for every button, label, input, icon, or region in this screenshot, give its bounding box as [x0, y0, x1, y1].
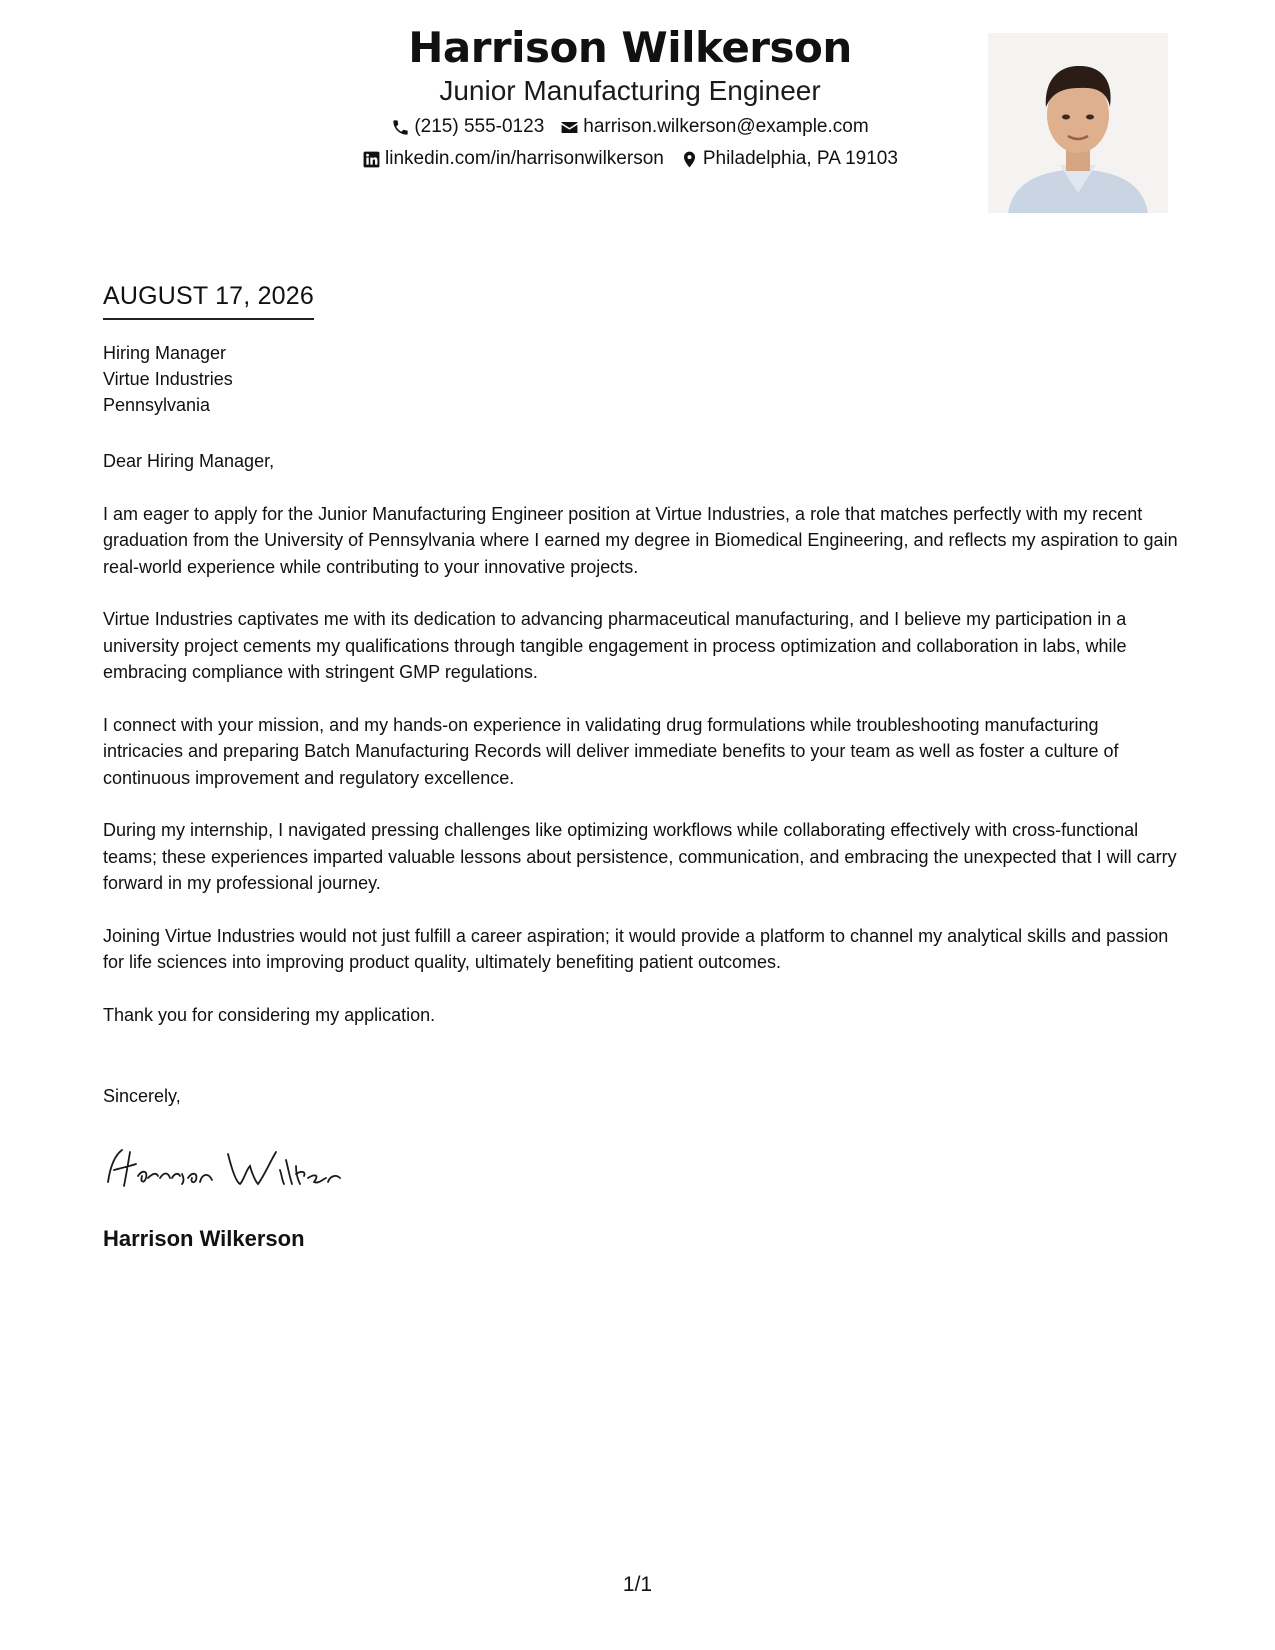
paragraph-1: I am eager to apply for the Junior Manufacturing Engineer position at Virtue Industries, a role that matches perfectly with my recent graduation from the University of Pennsylvania where I earned my degree in Biomedical Engineering, and reflects my aspiration to gain real-world experience while contributing to your innovative projects. [103, 503, 1178, 577]
handwritten-signature [100, 1140, 370, 1200]
phone-number: (215) 555-0123 [414, 116, 545, 137]
location-text: Philadelphia, PA 19103 [702, 148, 898, 169]
profile-photo [988, 33, 1168, 213]
phone-icon [391, 118, 410, 137]
letter-body [103, 448, 1178, 1054]
closing: Sincerely, [103, 1086, 181, 1106]
letter-header [0, 22, 1275, 222]
map-pin-icon [680, 150, 699, 169]
recipient-block [103, 340, 233, 418]
letter-date: AUGUST 17, 2026 [103, 280, 314, 320]
contact-line-primary [260, 115, 1000, 139]
signer-name: Harrison Wilkerson [103, 1226, 305, 1251]
contact-line-secondary [260, 147, 1000, 171]
phone-contact[interactable] [391, 115, 544, 139]
recipient-company: Virtue Industries [103, 369, 233, 389]
linkedin-contact[interactable] [362, 147, 664, 171]
location-contact [680, 147, 898, 171]
email-address: harrison.wilkerson@example.com [583, 116, 869, 137]
job-title: Junior Manufacturing Engineer [439, 75, 821, 106]
paragraph-4: During my internship, I navigated pressing challenges like optimizing workflows while collaborating effectively with cross-functional teams; these experiences imparted valuable lessons about persistence, communication, and embracing the unexpected that I will carry forward in my professional journey. [103, 820, 1177, 893]
paragraph-3: I connect with your mission, and my hands-on experience in validating drug formulations while troubleshooting manufacturing intricacies and preparing Batch Manufacturing Records will deliver immediate benefits to your team as well as foster a culture of continuous improvement and regulatory excellence. [103, 714, 1119, 788]
page-number: 1/1 [622, 1573, 653, 1596]
salutation: Dear Hiring Manager, [103, 451, 275, 471]
paragraph-5: Joining Virtue Industries would not just fulfill a career aspiration; it would provide a platform to channel my analytical skills and passion for life sciences into improving product quality, ultimately benefiting patient outcomes. [103, 925, 1169, 972]
linkedin-url: linkedin.com/in/harrisonwilkerson [385, 148, 664, 169]
header-text-block [260, 22, 1000, 171]
linkedin-icon [362, 150, 381, 169]
applicant-name: Harrison Wilkerson [408, 23, 852, 72]
paragraph-2: Virtue Industries captivates me with its dedication to advancing pharmaceutical manufacturing, and I believe my participation in a university project cements my qualifications through tangible engagement in process optimization and collaboration in labs, while embracing compliance with stringent GMP regulations. [103, 609, 1127, 682]
paragraph-thanks: Thank you for considering my application. [103, 1004, 436, 1025]
recipient-title: Hiring Manager [103, 343, 227, 363]
recipient-location: Pennsylvania [103, 395, 211, 415]
email-contact[interactable] [560, 115, 868, 139]
envelope-icon [560, 118, 579, 137]
